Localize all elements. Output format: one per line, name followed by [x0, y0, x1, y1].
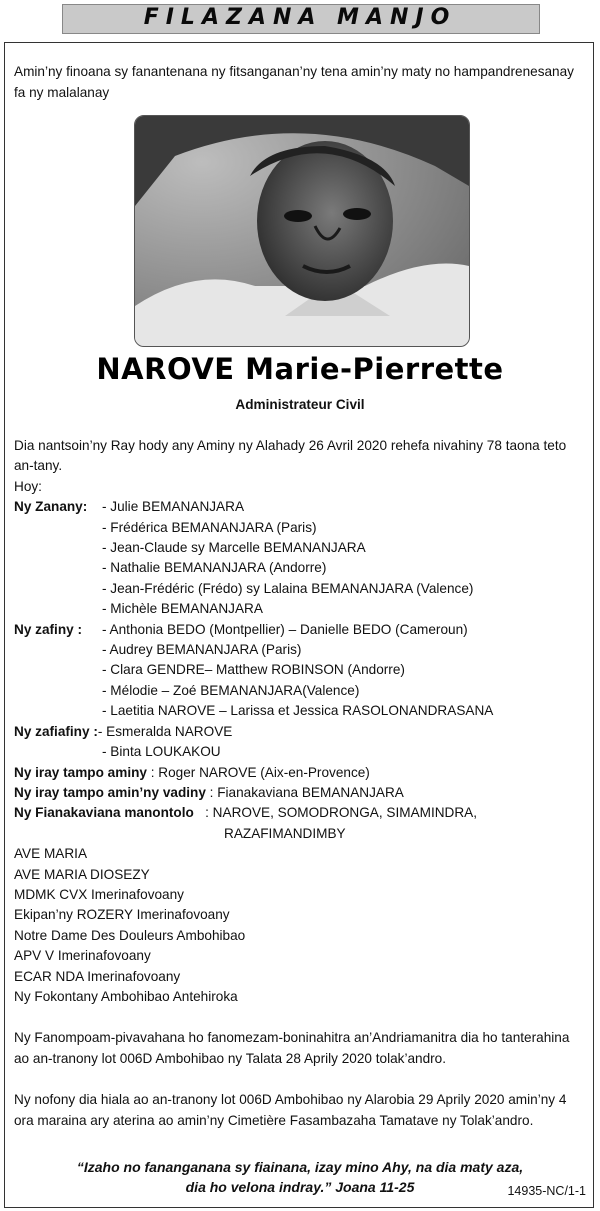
group-item: Notre Dame Des Douleurs Ambohibao — [14, 927, 246, 943]
manontolo-value-continued: RAZAFIMANDIMBY — [224, 825, 346, 841]
tampo-vadiny-label: Ny iray tampo amin’ny vadiny — [14, 784, 206, 800]
list-item: - Nathalie BEMANANJARA (Andorre) — [102, 560, 327, 576]
group-item: AVE MARIA DIOSEZY — [14, 866, 150, 882]
page-title: FILAZANA MANJO — [143, 5, 457, 30]
list-item: - Jean-Claude sy Marcelle BEMANANJARA — [102, 540, 366, 556]
zafiafiny-row — [14, 722, 588, 742]
deceased-role: Administrateur Civil — [235, 397, 365, 412]
group-item: Ekipan’ny ROZERY Imerinafovoany — [14, 907, 230, 923]
zafiny-label: Ny zafiny : — [14, 621, 82, 637]
tampo-vadiny-row — [14, 783, 588, 803]
list-item: - Anthonia BEDO (Montpellier) – Danielle BEDO (Cameroun) — [102, 621, 468, 637]
group-item: ECAR NDA Imerinafovoany — [14, 968, 181, 984]
tampo-row — [14, 763, 588, 783]
list-item: - Mélodie – Zoé BEMANANJARA(Valence) — [102, 682, 360, 698]
tampo-value: : Roger NAROVE (Aix-en-Provence) — [146, 764, 370, 780]
list-item: - Binta LOUKAKOU — [102, 744, 221, 760]
group-item: MDMK CVX Imerinafovoany — [14, 886, 184, 902]
intro-text: Amin’ny finoana sy fanantenana ny fitsanganan’ny tena amin’ny maty no hampandrenesanay fa ny malalanay — [14, 64, 574, 100]
zafiafiny-label: Ny zafiafiny : — [14, 723, 98, 739]
zanany-label: Ny Zanany: — [14, 499, 88, 515]
hoy-label: Hoy: — [14, 478, 42, 494]
list-item: - Julie BEMANANJARA — [102, 499, 245, 515]
burial-text: Ny nofony dia hiala ao an-tranony lot 006D Ambohibao ny Alarobia 29 Aprily 2020 amin’ny 4 ora maraina ary aterina ao amin’ny Cimetière Fasambazaha Tamatave ny Tolak’andro. — [14, 1092, 567, 1128]
portrait-photo — [134, 115, 470, 347]
group-item: Ny Fokontany Ambohibao Antehiroka — [14, 988, 238, 1004]
announcement-text: Dia nantsoin’ny Ray hody any Aminy ny Alahady 26 Avril 2020 rehefa nivahiny 78 taona teto an-tany. — [14, 438, 567, 474]
header — [0, 0, 600, 38]
manontolo-label: Ny Fianakaviana manontolo — [14, 805, 194, 821]
deceased-name: NAROVE Marie-Pierrette — [96, 352, 504, 386]
list-item: - Audrey BEMANANJARA (Paris) — [102, 642, 302, 658]
quote-line: “Izaho no fananganana sy fiainana, izay mino Ahy, na dia maty aza, — [76, 1159, 524, 1175]
list-item: - Michèle BEMANANJARA — [102, 601, 263, 617]
manontolo-row — [14, 803, 588, 823]
quote-line: dia ho velona indray.” Joana 11-25 — [185, 1179, 415, 1195]
ceremony-text: Ny Fanompoam-pivavahana ho fanomezam-boninahitra an’Andriamanitra dia ho tanterahina ao an-tranony lot 006D Ambohibao ny Talata 28 Aprily 2020 tolak’andro. — [14, 1030, 570, 1066]
list-item: - Frédérica BEMANANJARA (Paris) — [102, 519, 317, 535]
group-item: APV V Imerinafovoany — [14, 948, 151, 964]
reference-number: 14935-NC/1-1 — [507, 1184, 586, 1198]
list-item: - Laetitia NAROVE – Larissa et Jessica RASOLONANDRASANA — [102, 703, 494, 719]
manontolo-value: : NAROVE, SOMODRONGA, SIMAMINDRA, — [193, 805, 478, 821]
tampo-vadiny-value: : Fianakaviana BEMANANJARA — [205, 784, 404, 800]
intro-section — [14, 62, 586, 103]
tampo-label: Ny iray tampo aminy — [14, 764, 147, 780]
portrait-image — [135, 116, 469, 346]
notice-body — [14, 436, 588, 1131]
list-item: - Clara GENDRE– Matthew ROBINSON (Andorre) — [102, 662, 405, 678]
zafiny-row — [14, 620, 588, 640]
zanany-row — [14, 497, 588, 517]
list-item: - Esmeralda NAROVE — [97, 723, 233, 739]
list-item: - Jean-Frédéric (Frédo) sy Lalaina BEMANANJARA (Valence) — [102, 580, 474, 596]
group-item: AVE MARIA — [14, 846, 88, 862]
